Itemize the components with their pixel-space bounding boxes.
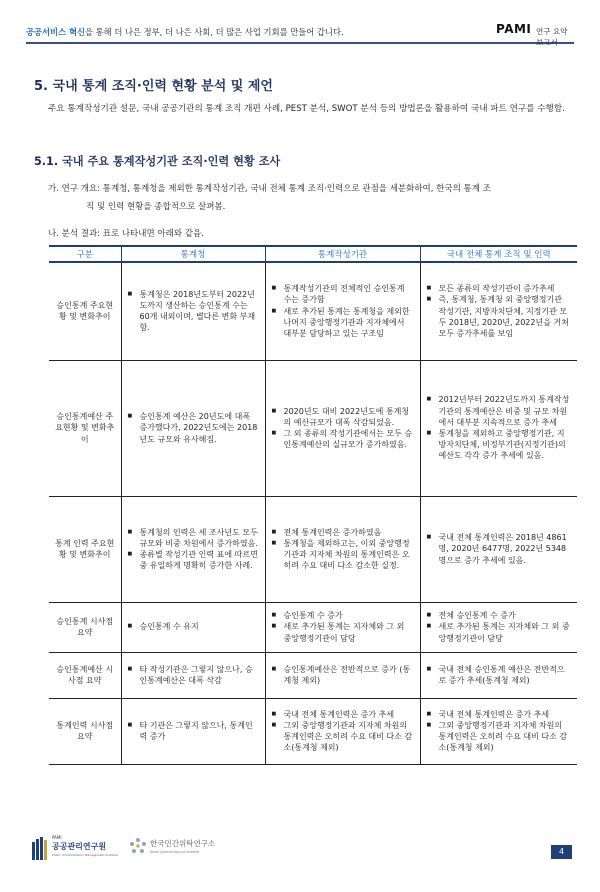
table-cell (420, 262, 577, 360)
pami-logo-icon (30, 834, 250, 862)
bullet-item: ■ 그외 중앙행정기관과 지자체 차원의 통계인력은 오히려 수요 대비 다소 감소(통계청 제외) (272, 720, 414, 754)
bullet-item: ■ 새로 추가된 통계는 지자체와 그 외 중앙행정기관이 담당 (427, 621, 572, 643)
bullet-list (128, 720, 259, 742)
table-row (49, 496, 577, 602)
bullet-list (272, 406, 414, 451)
bullet-list (272, 664, 414, 686)
table-cell (121, 262, 265, 360)
section-title: 5. 국내 통계 조직·인력 현황 분석 및 제언 (34, 79, 273, 94)
table-cell (265, 652, 420, 698)
analysis-result-intro: 나. 분석 결과: 표로 나타내면 아래와 같음. (48, 229, 204, 239)
bullet-item: ■ 통계청의 인력은 세 조사년도 모두 규모와 비중 차원에서 증가하였음. (128, 527, 259, 549)
bullet-item: ■ 타 기관은 그렇지 않으나, 통계인력 증가 (128, 720, 259, 742)
header-tagline (26, 26, 344, 38)
bullet-item: ■ 그 외 종류의 작성기관에서는 모두 승인통계예산의 실규모가 증가하였음. (272, 428, 414, 450)
bullet-list (128, 527, 259, 572)
table-cell (121, 360, 265, 496)
header-category: 구분 (49, 246, 121, 262)
bullet-list (128, 289, 259, 334)
table-row (49, 652, 577, 698)
bullet-list (427, 610, 572, 644)
tagline-rest: 을 통해 더 나은 정부, 더 나은 사회, 더 많은 사업 기회를 만들어 갑니다. (85, 27, 344, 37)
table-cell (420, 496, 577, 602)
bullet-item: ■ 종류별 작성기관 인력 표에 따르면 중 유일하게 명확히 증가한 사례. (128, 549, 259, 571)
bullet-item: ■ 국내 전체 통계인력은 증가 추세 (427, 709, 572, 720)
subsection-title: 5.1. 국내 주요 통계작성기관 조직·인력 현황 조사 (34, 155, 281, 168)
table-cell (265, 360, 420, 496)
table-row (49, 602, 577, 652)
section-intro: 주요 통계작성기관 설문, 국내 공공기관의 통계 조직 개편 사례, PEST 분석, SWOT 분석 등의 방법론을 활용하여 국내 파트 연구를 수행함. (48, 104, 565, 114)
row-label: 통계인력 시사점 요약 (49, 698, 121, 764)
table-row (49, 360, 577, 496)
bullet-item: ■ 새로 추가된 통계는 통계청을 제외한 나머지 중앙행정기관과 지자체에서 대부분 담당하고 있는 구조임 (272, 306, 414, 340)
header-statistics-agencies: 통계작성기관 (265, 246, 420, 262)
bullet-item: ■ 통계청을 제외하고는, 이외 중앙행정기관과 지자체 차원의 통계인력은 오히려 수요 대비 다소 감소한 실정. (272, 538, 414, 572)
bullet-list (272, 283, 414, 339)
bullet-item: ■ 통계청은 2018년도부터 2022년도까지 생산하는 승인통계 수는 60개 내외이며, 별다른 변화 부재함. (128, 289, 259, 334)
bullet-item: ■ 국내 전체 통계인력은 2018년 4861명, 2020년 6477명, 2022년 5348명으로 증가 추세에 있음. (427, 532, 572, 566)
table-cell (265, 602, 420, 652)
bullet-list (272, 610, 414, 644)
logo2-main: 한국민간위탁연구소 (150, 839, 216, 848)
bullet-item: ■ 즉, 통계청, 통계청 외 중앙행정기관 작성기관, 지방자치단체, 지정기관 모두 2018년, 2020년, 2022년을 거쳐 모두 증가추세를 보임 (427, 294, 572, 339)
research-overview-line2: 직 및 인력 현황을 종합적으로 살펴봄. (86, 202, 226, 212)
research-overview-line1: 가. 연구 개요: 통계청, 통계청을 제외한 통계작성기관, 국내 전체 통계 조직·인력으로 관점을 세분화하여, 한국의 통계 조 (48, 184, 491, 194)
bullet-item: ■ 2020년도 대비 2022년도에 통계청의 예산규모가 대폭 삭감되었음. (272, 406, 414, 428)
bullet-item: ■ 2012년부터 2022년도까지 통계작성기관의 통계예산은 비중 및 규모 차원에서 대부분 지속적으로 증가 추세 (427, 394, 572, 428)
table-cell (121, 602, 265, 652)
bullet-list (272, 527, 414, 572)
bullet-item: ■ 승인통계 수 유지 (128, 621, 259, 632)
table-row (49, 262, 577, 360)
table-cell (121, 652, 265, 698)
logo1-main: 공공관리연구원 (52, 842, 107, 851)
bullet-item: ■ 그외 중앙행정기관과 지자체 차원의 통계인력은 오히려 수요 대비 다소 감소(통계청 제외) (427, 720, 572, 754)
bullet-list (128, 621, 259, 632)
bullet-item: ■ 승인통계 예산은 20년도에 대폭 증가했다가, 2022년도에는 2018년도 규모와 유사해짐. (128, 411, 259, 445)
bullet-item: ■ 새로 추가된 통계는 지자체와 그 외 중앙행정기관이 담당 (272, 621, 414, 643)
bullet-list (427, 394, 572, 461)
logo2-sub: Korea Contracting-out Institute (150, 850, 200, 854)
page-number: 4 (551, 845, 572, 859)
table-cell (420, 602, 577, 652)
document-type: 연구 요약 보고서 (536, 27, 568, 47)
brand-name: PAMI (496, 22, 532, 36)
bullet-list (427, 532, 572, 566)
bullet-item: ■ 통계청을 제외하고 중앙행정기관, 지방자치단체, 비정부기관(지정기관)의 예산도 각각 증가 추세에 있음. (427, 428, 572, 462)
row-label: 승인통계예산 주요현황 및 변화추이 (49, 360, 121, 496)
bullet-item: ■ 국내 전체 통계인력은 증가 추세 (272, 709, 414, 720)
bullet-item: ■ 전체 승인통계 수 증가 (427, 610, 572, 621)
header-statistics-korea: 통계청 (121, 246, 265, 262)
bullet-list (128, 411, 259, 445)
bullet-item: ■ 승인통계예산은 전반적으로 증가 (통계청 제외) (272, 664, 414, 686)
bullet-item: ■ 국내 전체 승인통계 예산은 전반적으로 증가 추세(통계청 제외) (427, 664, 572, 686)
result-table (49, 245, 577, 765)
table-cell (420, 360, 577, 496)
table-row (49, 698, 577, 764)
bullet-list (427, 283, 572, 339)
table-cell (121, 496, 265, 602)
row-label: 승인통계 시사점 요약 (49, 602, 121, 652)
table-header-row (49, 246, 577, 262)
bullet-list (427, 709, 572, 754)
page-header (26, 22, 574, 47)
bullet-item: ■ 통계작성기관의 전체적인 승인통계 수는 증가함 (272, 283, 414, 305)
bullet-item: ■ 전체 통계인력은 증가하였음 (272, 527, 414, 538)
bullet-item: ■ 승인통계 수 증가 (272, 610, 414, 621)
table-cell (420, 652, 577, 698)
table-cell (121, 698, 265, 764)
table-cell (420, 698, 577, 764)
header-national-total: 국내 전체 통계 조직 및 인력 (420, 246, 577, 262)
footer-logos (30, 834, 250, 862)
bullet-list (128, 664, 259, 686)
row-label: 승인통계 주요현황 및 변화추이 (49, 262, 121, 360)
table-cell (265, 496, 420, 602)
logo1-small: PAMI (52, 835, 62, 840)
table-cell (265, 262, 420, 360)
bullet-list (272, 709, 414, 754)
logo1-sub: Public Administration Management Institute (52, 853, 118, 857)
tagline-highlight: 공공서비스 혁신 (26, 27, 85, 37)
bullet-item: ■ 모든 종류의 작성기관이 증가추세 (427, 283, 572, 294)
table-cell (265, 698, 420, 764)
row-label: 통계 인력 주요현황 및 변화추이 (49, 496, 121, 602)
kci-logo-icon (130, 838, 146, 853)
row-label: 승인통계예산 시사점 요약 (49, 652, 121, 698)
bullet-item: ■ 타 작성기관은 그렇지 않으나, 승인통계예산은 대폭 삭감 (128, 664, 259, 686)
bullet-list (427, 664, 572, 686)
research-overview (48, 180, 576, 216)
